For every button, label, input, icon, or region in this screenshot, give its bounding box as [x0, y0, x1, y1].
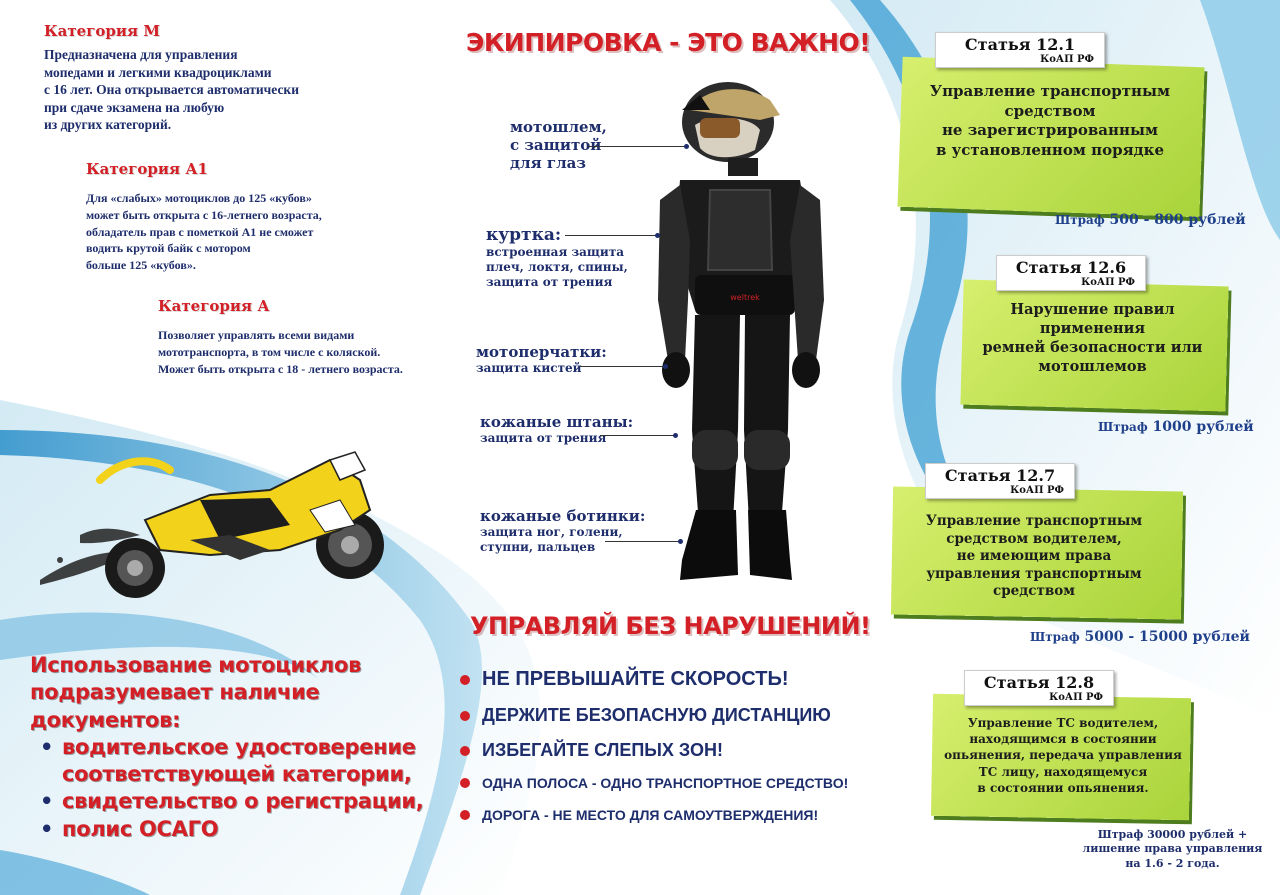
fine-label: Штраф	[1030, 630, 1080, 644]
article-title: Статья 12.1	[964, 35, 1076, 54]
article-code: КоАП РФ	[1049, 692, 1103, 703]
equipment-title: кожаные штаны:	[480, 413, 634, 431]
pointer-gloves	[580, 366, 665, 367]
article-title: Статья 12.8	[983, 673, 1095, 692]
category-a	[158, 297, 438, 377]
documents-intro: Использование мотоциклов подразумевает наличие документов:	[30, 653, 362, 732]
rule-item: НЕ ПРЕВЫШАЙТЕ СКОРОСТЬ!	[456, 668, 848, 691]
rule-item: ДОРОГА - НЕ МЕСТО ДЛЯ САМОУТВЕРЖДЕНИЯ!	[456, 807, 848, 823]
headline-rules: УПРАВЛЯЙ БЕЗ НАРУШЕНИЙ!	[470, 612, 871, 640]
pointer-boots	[605, 541, 680, 542]
article-label	[964, 670, 1114, 706]
article-text: Нарушение правил применения ремней безопасности или мотошлемов	[982, 301, 1203, 375]
category-title: Категория М	[44, 22, 160, 40]
fine-label: Штраф	[1055, 213, 1105, 227]
label-boots	[480, 507, 645, 555]
article-text: Управление ТС водителем, находящимся в состоянии опьянения, передача управления ТС лицу, находящемуся в состоянии опьянения.	[944, 716, 1182, 795]
article-12-8	[930, 670, 1270, 885]
label-helmet	[510, 118, 607, 172]
article-code: КоАП РФ	[1010, 485, 1064, 496]
fine-value: 500 - 800 рублей	[1109, 212, 1246, 228]
equipment-title: мотошлем, с защитой для глаз	[510, 118, 607, 172]
pointer-pants	[600, 435, 675, 436]
article-label	[925, 463, 1075, 499]
equipment-title: мотоперчатки:	[476, 343, 607, 361]
label-pants	[480, 413, 633, 446]
category-a1	[86, 160, 386, 274]
label-gloves	[476, 343, 607, 376]
documents-block	[30, 652, 450, 843]
article-12-7	[890, 463, 1260, 653]
fine-value: 5000 - 15000 рублей	[1084, 629, 1250, 645]
document-item: • свидетельство о регистрации,	[40, 788, 450, 815]
article-12-6	[960, 255, 1254, 445]
rules-list	[456, 668, 848, 823]
fine-label: Штраф	[1098, 420, 1148, 434]
article-label	[935, 32, 1105, 68]
article-fine	[1098, 419, 1254, 435]
pointer-jacket	[565, 235, 657, 236]
documents-list	[40, 734, 450, 843]
equipment-subtitle: защита ног, голени, ступни, пальцев	[480, 525, 623, 554]
article-fine	[1030, 629, 1250, 645]
rule-item: ДЕРЖИТЕ БЕЗОПАСНУЮ ДИСТАНЦИЮ	[456, 705, 848, 726]
category-title: Категория А	[158, 297, 270, 315]
equipment-subtitle: защита от трения	[480, 431, 607, 445]
rider-figure	[640, 70, 840, 600]
article-text: Управление транспортным средством не зарегистрированным в установленном порядке	[929, 82, 1171, 159]
category-description: Позволяет управлять всеми видами мототранспорта, в том числе с коляской. Может быть открыта с 18 - летнего возраста.	[158, 328, 403, 376]
article-title: Статья 12.6	[1015, 258, 1127, 277]
document-item: • полис ОСАГО	[40, 816, 450, 843]
rule-item: ИЗБЕГАЙТЕ СЛЕПЫХ ЗОН!	[456, 740, 848, 761]
document-item: • водительское удостоверение соответствующей категории,	[40, 734, 450, 789]
article-text: Управление транспортным средством водителем, не имеющим права управления транспортным средством	[925, 513, 1143, 600]
article-label	[996, 255, 1146, 291]
motorcycle-illustration	[40, 440, 400, 600]
equipment-subtitle: встроенная защита плеч, локтя, спины, защита от трения	[486, 245, 628, 290]
category-title: Категория А1	[86, 160, 208, 178]
belt-logo: weltrek	[730, 293, 760, 302]
article-code: КоАП РФ	[1040, 54, 1094, 65]
category-m	[44, 22, 344, 134]
article-12-1	[895, 35, 1246, 230]
article-code: КоАП РФ	[1081, 277, 1135, 288]
pointer-helmet	[588, 146, 686, 147]
article-title: Статья 12.7	[944, 466, 1056, 485]
equipment-title: кожаные ботинки:	[480, 507, 646, 525]
category-description: Предназначена для управления мопедами и легкими квадроциклами с 16 лет. Она открывается автоматически при сдаче экзамена на любую из других категорий.	[44, 47, 299, 133]
article-fine: Штраф 30000 рублей + лишение права управления на 1.6 - 2 года.	[1082, 828, 1263, 870]
fine-value: 1000 рублей	[1152, 419, 1254, 435]
article-fine	[1055, 212, 1246, 228]
equipment-title: куртка:	[486, 225, 562, 245]
category-description: Для «слабых» мотоциклов до 125 «кубов» может быть открыта с 16-летнего возраста, обладатель прав с пометкой А1 не сможет водить крутой байк с мотором больше 125 «кубов».	[86, 191, 322, 273]
headline-equipment: ЭКИПИРОВКА - ЭТО ВАЖНО!	[466, 28, 871, 57]
equipment-subtitle: защита кистей	[476, 361, 582, 375]
rule-item: ОДНА ПОЛОСА - ОДНО ТРАНСПОРТНОЕ СРЕДСТВО!	[456, 775, 848, 791]
